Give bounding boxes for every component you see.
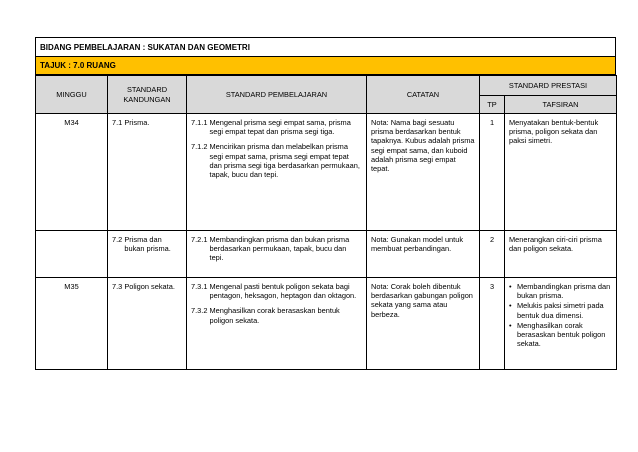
table-row xyxy=(36,278,617,370)
bullet-icon: • xyxy=(509,320,512,330)
catatan-text: Nota: Gunakan model untuk membuat perbandingan. xyxy=(371,235,464,254)
bidang-pembelajaran-bar xyxy=(35,37,616,57)
header-standard-prestasi: STANDARD PRESTASI xyxy=(480,76,617,96)
pembelajaran-number: 7.1.2 xyxy=(191,142,208,152)
minggu-value: M34 xyxy=(64,118,79,127)
tafsiran-bullet xyxy=(509,321,612,349)
catatan-text: Nota: Nama bagi sesuatu prisma berdasarkan bentuk tapaknya. Kubus adalah prisma segi empat sama, dan kuboid adalah prisma segi empat tepat. xyxy=(371,118,475,174)
tafsiran-bullet-text: Melukis paksi simetri pada bentuk dua dimensi. xyxy=(517,301,604,320)
bullet-icon: • xyxy=(509,282,512,291)
catatan-cell xyxy=(367,278,480,370)
pembelajaran-cell xyxy=(187,114,367,231)
tafsiran-text: Menyatakan bentuk-bentuk prisma, poligon sekata dan paksi simetri. xyxy=(509,118,599,146)
kandungan-number: 7.3 xyxy=(112,282,123,291)
pembelajaran-text: Mengenal pasti bentuk poligon sekata bagi pentagon, heksagon, heptagon dan oktagon. xyxy=(209,282,357,301)
kandungan-number: 7.2 xyxy=(112,235,123,244)
pembelajaran-number: 7.1.1 xyxy=(191,118,208,127)
tp-cell xyxy=(480,278,505,370)
table-row xyxy=(36,114,617,231)
pembelajaran-text: Membandingkan prisma dan bukan prisma berdasarkan permukaan, tapak, bucu dan tepi. xyxy=(209,235,350,263)
kandungan-cell xyxy=(108,278,187,370)
table-row xyxy=(36,231,617,278)
bullet-icon: • xyxy=(509,301,512,311)
header-standard-kandungan: STANDARD KANDUNGAN xyxy=(108,76,187,114)
tafsiran-cell xyxy=(505,231,617,278)
kandungan-cell xyxy=(108,231,187,278)
pembelajaran-item xyxy=(191,235,362,263)
pembelajaran-item xyxy=(191,142,362,179)
header-tafsiran: TAFSIRAN xyxy=(505,96,617,114)
tp-value: 3 xyxy=(489,282,495,291)
tafsiran-bullet-text: Membandingkan prisma dan bukan prisma. xyxy=(517,282,611,301)
tafsiran-text: Menerangkan ciri-ciri prisma dan poligon sekata. xyxy=(509,235,602,254)
header-tp: TP xyxy=(480,96,505,114)
minggu-cell xyxy=(36,278,108,370)
pembelajaran-item xyxy=(191,306,362,324)
tajuk-label: TAJUK : 7.0 RUANG xyxy=(40,61,116,70)
pembelajaran-cell xyxy=(187,231,367,278)
tafsiran-bullet-text: Menghasilkan corak berasaskan bentuk poligon sekata. xyxy=(517,320,606,349)
pembelajaran-item xyxy=(191,282,362,300)
header-minggu: MINGGU xyxy=(36,76,108,114)
pembelajaran-number: 7.2.1 xyxy=(191,235,208,244)
minggu-cell xyxy=(36,114,108,231)
pembelajaran-number: 7.3.1 xyxy=(191,282,208,291)
kandungan-text: Poligon sekata. xyxy=(124,282,175,291)
bidang-label: BIDANG PEMBELAJARAN : SUKATAN DAN GEOMETRI xyxy=(40,42,250,52)
tp-cell xyxy=(480,231,505,278)
tp-value: 2 xyxy=(489,235,495,244)
pembelajaran-cell xyxy=(187,278,367,370)
catatan-cell xyxy=(367,114,480,231)
minggu-cell xyxy=(36,231,108,278)
tafsiran-bullet xyxy=(509,282,612,300)
tafsiran-cell xyxy=(505,114,617,231)
tajuk-bar xyxy=(35,57,616,75)
pembelajaran-text: Menghasilkan corak berasaskan bentuk poligon sekata. xyxy=(209,306,340,325)
header-standard-pembelajaran: STANDARD PEMBELAJARAN xyxy=(187,76,367,114)
standards-table xyxy=(35,75,617,370)
kandungan-text: Prisma. xyxy=(124,118,150,127)
kandungan-text: Prisma dan bukan prisma. xyxy=(124,235,171,254)
kandungan-number: 7.1 xyxy=(112,118,123,127)
catatan-cell xyxy=(367,231,480,278)
tafsiran-cell xyxy=(505,278,617,370)
pembelajaran-text: Mencirikan prisma dan melabelkan prisma segi empat sama, prisma segi empat tepat dan prisma segi tiga berdasarkan permukaan, tapak, bucu dan tepi. xyxy=(209,142,360,180)
header-catatan: CATATAN xyxy=(367,76,480,114)
tp-cell xyxy=(480,114,505,231)
pembelajaran-item xyxy=(191,118,362,136)
tp-value: 1 xyxy=(489,118,495,127)
pembelajaran-text: Mengenal prisma segi empat sama, prisma segi empat tepat dan prisma segi tiga. xyxy=(209,118,351,137)
catatan-text: Nota: Corak boleh dibentuk berdasarkan gabungan poligon sekata yang sama atau berbeza. xyxy=(371,282,473,319)
curriculum-table-page xyxy=(35,37,616,370)
minggu-value: M35 xyxy=(64,282,79,291)
kandungan-cell xyxy=(108,114,187,231)
pembelajaran-number: 7.3.2 xyxy=(191,306,208,316)
minggu-value xyxy=(36,231,107,237)
tafsiran-bullet xyxy=(509,301,612,319)
